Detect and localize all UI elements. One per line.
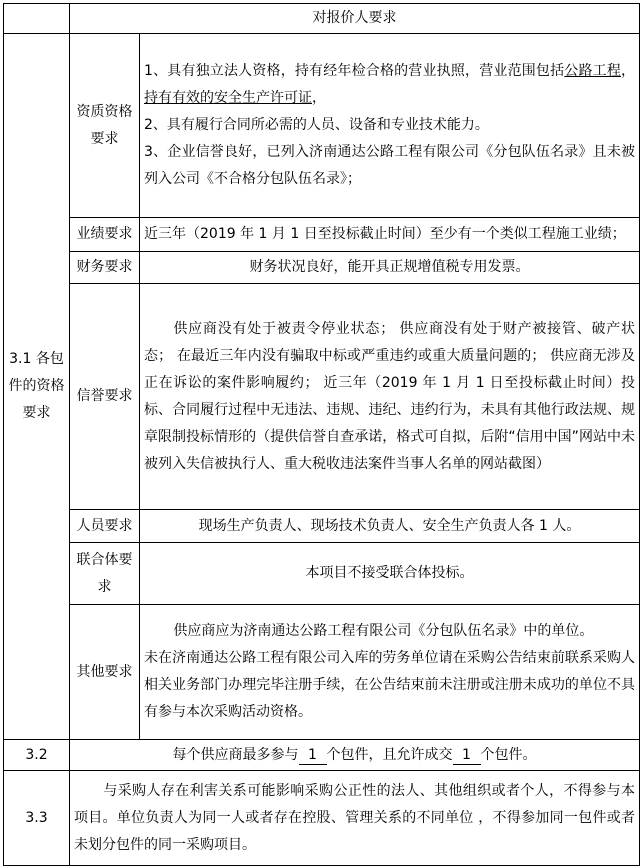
other-label: 其他要求 [70,605,140,740]
other-row [4,605,640,740]
section-33-row [4,771,640,866]
section-32-label: 3.2 [4,740,70,771]
consortium-row [4,543,640,605]
other-content [140,605,640,740]
personnel-label: 人员要求 [70,510,140,543]
performance-text: 近三年（2019 年 1 月 1 日至投标截止时间）至少有一个类似工程施工业绩； [140,218,640,252]
qualification-item-1: 1、具有独立法人资格，持有经年检合格的营业执照，营业范围包括公路工程，持有有效的安全生产许可证， [144,63,636,106]
section-33-label: 3.3 [4,771,70,866]
consortium-text: 本项目不接受联合体投标。 [140,543,640,605]
qualification-label: 资质资格要求 [70,34,140,218]
finance-row [4,252,640,284]
section-31-label: 3.1 各包件的资格要求 [4,34,70,740]
section-32-row [4,740,640,771]
performance-row [4,218,640,252]
credit-text: 供应商没有处于被责令停业状态； 供应商没有处于财产被接管、破产状态； 在最近三年内没有骗取中标或严重违约或重大质量问题的； 供应商无涉及正在诉讼的案件影响履约； 近三年（2019 年 1 月 1 日至投标截止时间）投标、合同履行过程中无违法、违规、违纪、违约行为，未具有其他行政法规、规章限制投标情形的（提供信誉自查承诺，格式可自拟，后附“信用中国”网站中未被列入失信被执行人、重大税收违法案件当事人名单的网站截图） [140,284,640,510]
consortium-label: 联合体要求 [70,543,140,605]
finance-text: 财务状况良好，能开具正规增值税专用发票。 [140,252,640,284]
package-count-blank-1: 1 [299,746,327,765]
section-33-text: 与采购人存在利害关系可能影响采购公正性的法人、其他组织或者个人，不得参与本项目。单位负责人为同一人或者存在控股、管理关系的不同单位 ，不得参加同一包件或者未划分包件的同一采购项目。 [70,771,640,866]
blank-corner-cell [4,4,70,34]
header-row [4,4,640,34]
qualification-content [140,34,640,218]
header-cell: 对报价人要求 [70,4,640,34]
personnel-row [4,510,640,543]
section-32-text: 每个供应商最多参与 1 个包件，且允许成交 1 个包件。 [70,740,640,771]
other-line-1: 供应商应为济南通达公路工程有限公司《分包队伍名录》中的单位。 [173,623,594,639]
qualification-item-3: 3、企业信誉良好，已列入济南通达公路工程有限公司《分包队伍名录》且未被列入公司《不合格分包队伍名录》； [144,144,635,187]
safety-license-underline: 持有有效的安全生产许可证 [144,90,312,106]
package-count-blank-2: 1 [453,746,481,765]
highway-engineering-underline: 公路工程 [564,63,622,79]
credit-label: 信誉要求 [70,284,140,510]
qualification-row [4,34,640,218]
requirements-table [3,3,640,866]
other-line-2: 未在济南通达公路工程有限公司入库的劳务单位请在采购公告结束前联系采购人相关业务部门办理完毕注册手续，在公告结束前未注册或注册未成功的单位不具有参与本次采购活动资格。 [144,650,635,720]
credit-row [4,284,640,510]
personnel-text: 现场生产负责人、现场技术负责人、安全生产负责人各 1 人。 [140,510,640,543]
qualification-item-2: 2、具有履行合同所必需的人员、设备和专业技术能力。 [144,117,489,133]
performance-label: 业绩要求 [70,218,140,252]
finance-label: 财务要求 [70,252,140,284]
